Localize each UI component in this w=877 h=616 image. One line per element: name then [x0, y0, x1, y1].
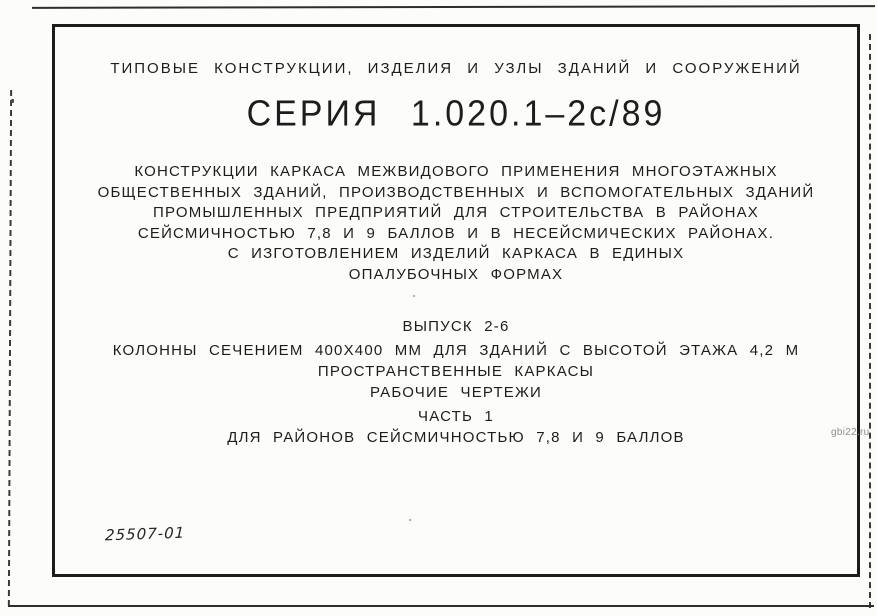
part-line: ДЛЯ РАЙОНОВ СЕЙСМИЧНОСТЬЮ 7,8 И 9 БАЛЛОВ	[227, 429, 685, 446]
series-title: СЕРИЯ 1.020.1–2с/89	[246, 94, 666, 134]
issue-block	[55, 316, 857, 403]
document-header: ТИПОВЫЕ КОНСТРУКЦИИ, ИЗДЕЛИЯ И УЗЛЫ ЗДАНИЙ И СООРУЖЕНИЙ	[110, 60, 802, 77]
issue-line: ПРОСТРАНСТВЕННЫЕ КАРКАСЫ	[317, 363, 595, 380]
outer-border-bottom	[8, 605, 874, 607]
part-block	[55, 406, 857, 448]
issue-line: КОЛОННЫ СЕЧЕНИЕМ 400Х400 ММ ДЛЯ ЗДАНИЙ С ВЫСОТОЙ ЭТАЖА 4,2 М	[112, 342, 800, 359]
handwritten-doc-number: 25507-01	[104, 523, 186, 545]
issue-title: ВЫПУСК 2-6	[402, 318, 510, 335]
description-line: С ИЗГОТОВЛЕНИЕМ ИЗДЕЛИЙ КАРКАСА В ЕДИНЫХ	[227, 245, 685, 262]
outer-border-left	[8, 90, 12, 606]
inner-frame	[52, 24, 860, 577]
scan-speck	[11, 99, 14, 103]
site-watermark: gbi22.ru	[831, 427, 870, 438]
description-line: КОНСТРУКЦИИ КАРКАСА МЕЖВИДОВОГО ПРИМЕНЕНИЯ МНОГОЭТАЖНЫХ	[134, 163, 778, 180]
description-line: СЕЙСМИЧНОСТЬЮ 7,8 И 9 БАЛЛОВ И В НЕСЕЙСМИЧЕСКИХ РАЙОНАХ.	[137, 224, 775, 242]
issue-line: РАБОЧИЕ ЧЕРТЕЖИ	[369, 384, 543, 401]
description-line: ПРОМЫШЛЕННЫХ ПРЕДПРИЯТИЙ ДЛЯ СТРОИТЕЛЬСТВА В РАЙОНАХ	[152, 204, 760, 221]
description-paragraph	[55, 162, 857, 285]
part-title: ЧАСТЬ 1	[418, 408, 494, 425]
description-line: ОБЩЕСТВЕННЫХ ЗДАНИЙ, ПРОИЗВОДСТВЕННЫХ И ВСПОМОГАТЕЛЬНЫХ ЗДАНИЙ	[97, 183, 815, 201]
outer-border-top	[32, 5, 875, 9]
outer-border-right	[869, 34, 871, 608]
description-line: ОПАЛУБОЧНЫХ ФОРМАХ	[348, 265, 564, 283]
